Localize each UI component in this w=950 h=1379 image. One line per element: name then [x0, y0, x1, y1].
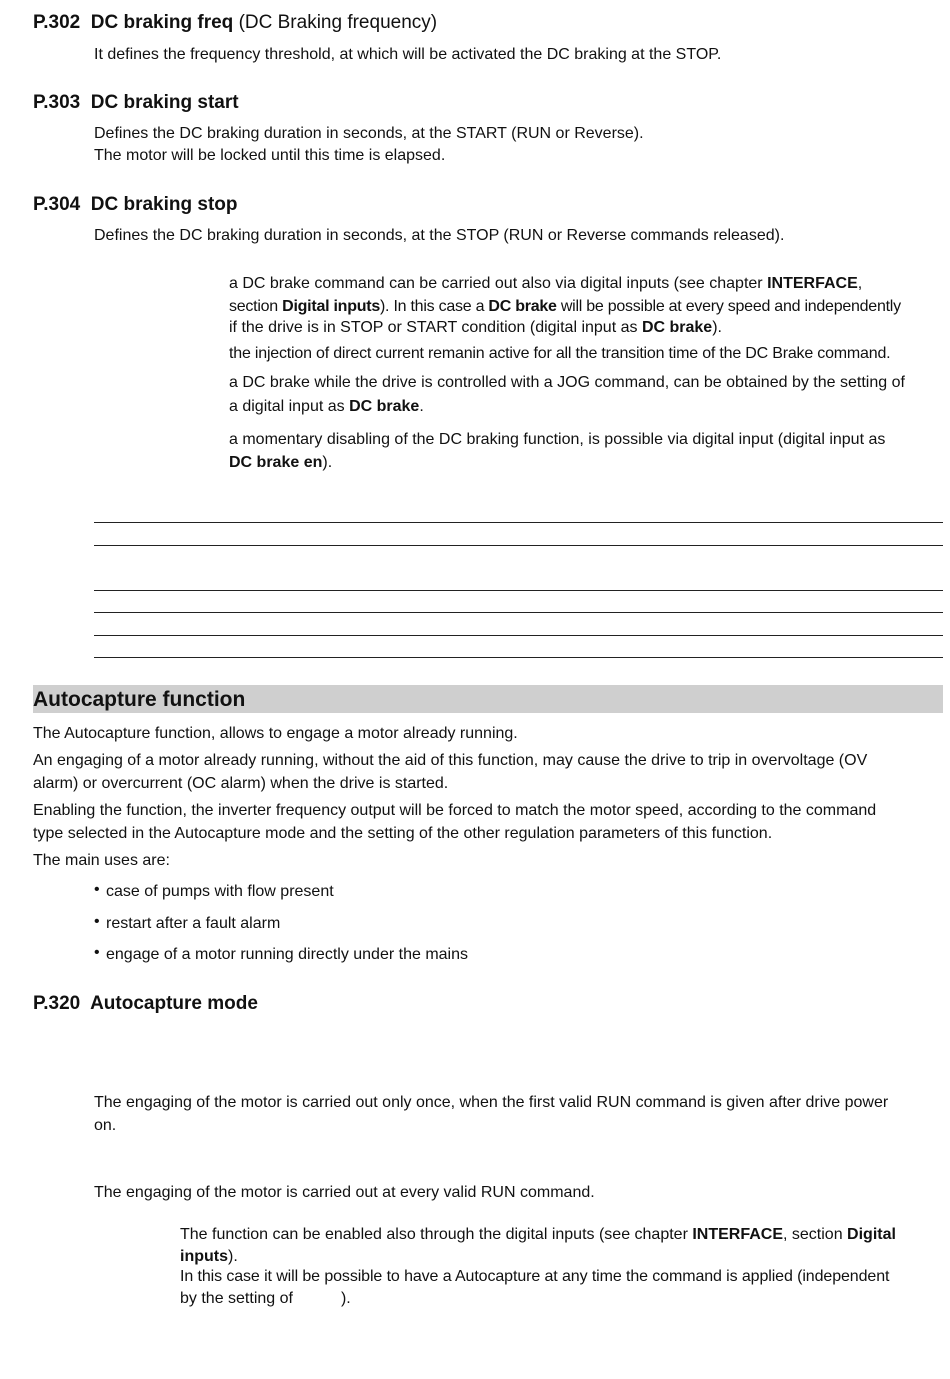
list-item — [94, 910, 280, 935]
p303-heading — [33, 92, 239, 114]
p320-name: Autocapture mode — [90, 993, 258, 1014]
p320-option-1-line-2: on. — [94, 1117, 117, 1134]
note-text: will be possible at every speed and independently — [556, 298, 901, 315]
p304-code: P.304 — [33, 194, 81, 215]
p320-note-line-3: In this case it will be possible to have a Autocapture at any time the command is applied (independent — [180, 1268, 890, 1285]
p302-description: It defines the frequency threshold, at which will be activated the DC braking at the STOP. — [94, 46, 722, 63]
note-text: by the setting of — [180, 1290, 293, 1307]
p304-heading — [33, 194, 238, 216]
note-text: ). — [340, 1290, 351, 1307]
note-text: section — [229, 298, 283, 315]
autocapture-paragraph-3-line-1: Enabling the function, the inverter frequency output will be forced to match the motor speed, according to the command — [33, 802, 877, 819]
autocapture-paragraph-2-line-1: An engaging of a motor already running, without the aid of this function, may cause the drive to trip in overvoltage (OV — [33, 752, 868, 769]
note-bold: INTERFACE — [767, 275, 858, 292]
list-item-text: case of pumps with flow present — [106, 883, 334, 900]
divider-line — [94, 612, 943, 613]
p302-heading — [33, 12, 437, 34]
note-bold: DC brake — [641, 319, 713, 336]
note-3-line-2 — [229, 395, 424, 418]
note-text: ). — [228, 1248, 238, 1265]
divider-line — [94, 590, 943, 591]
p304-description: Defines the DC braking duration in seconds, at the STOP (RUN or Reverse commands released). — [94, 227, 785, 244]
list-item-text: engage of a motor running directly under the mains — [106, 946, 468, 963]
p320-option-1-line-1: The engaging of the motor is carried out only once, when the first valid RUN command is given after drive power — [94, 1094, 889, 1111]
p302-name: DC braking freq — [90, 12, 234, 33]
p320-option-2: The engaging of the motor is carried out at every valid RUN command. — [94, 1184, 595, 1201]
p320-heading — [33, 993, 258, 1015]
p320-note-line-4 — [180, 1287, 351, 1310]
note-text: a digital input as — [229, 398, 350, 415]
p302-alias: (DC Braking frequency) — [238, 12, 438, 33]
note-bold: DC brake — [488, 298, 557, 315]
note-text: ). In this case a — [379, 298, 489, 315]
note-bold: DC brake — [349, 398, 420, 415]
note-1-line-2 — [229, 295, 901, 318]
p303-name: DC braking start — [90, 92, 239, 113]
note-1-line-1 — [229, 272, 862, 295]
p320-code: P.320 — [33, 993, 81, 1014]
p303-description-1: Defines the DC braking duration in seconds, at the START (RUN or Reverse). — [94, 125, 644, 142]
note-text: ). — [712, 319, 722, 336]
autocapture-paragraph-3-line-2: type selected in the Autocapture mode and the setting of the other regulation parameters of this function. — [33, 825, 773, 842]
note-text: The function can be enabled also through the digital inputs (see chapter — [180, 1226, 693, 1243]
note-4-line-2 — [229, 451, 332, 474]
bullet-icon: • — [94, 944, 100, 961]
autocapture-paragraph-1: The Autocapture function, allows to engage a motor already running. — [33, 725, 518, 742]
note-4-line-1: a momentary disabling of the DC braking function, is possible via digital input (digital input as — [229, 431, 886, 448]
list-item-text: restart after a fault alarm — [106, 915, 281, 932]
note-text: , — [857, 275, 863, 292]
divider-line — [94, 657, 943, 658]
note-text: . — [419, 398, 424, 415]
bullet-icon: • — [94, 913, 100, 930]
autocapture-paragraph-2-line-2: alarm) or overcurrent (OC alarm) when the drive is started. — [33, 775, 449, 792]
note-text: ). — [322, 454, 333, 471]
divider-line — [94, 635, 943, 636]
note-bold: INTERFACE — [692, 1226, 784, 1243]
bullet-icon: • — [94, 881, 100, 898]
note-1-line-3 — [229, 316, 722, 339]
p303-description-2: The motor will be locked until this time is elapsed. — [94, 147, 446, 164]
note-text: a DC brake command can be carried out also via digital inputs (see chapter — [229, 275, 768, 292]
note-2: the injection of direct current remanin active for all the transition time of the DC Brake command. — [229, 345, 891, 362]
note-3-line-1: a DC brake while the drive is controlled with a JOG command, can be obtained by the setting of — [229, 374, 905, 391]
list-item — [94, 941, 468, 966]
note-bold: DC brake en — [229, 454, 323, 471]
p302-code: P.302 — [33, 12, 81, 33]
p320-note-line-1 — [180, 1223, 896, 1246]
note-text: , section — [783, 1226, 848, 1243]
p304-name: DC braking stop — [90, 194, 238, 215]
note-bold: Digital inputs — [282, 298, 380, 315]
p303-code: P.303 — [33, 92, 81, 113]
divider-line — [94, 545, 943, 546]
divider-line — [94, 522, 943, 523]
note-text: if the drive is in STOP or START condition (digital input as — [229, 319, 642, 336]
section-title: Autocapture function — [33, 688, 246, 711]
note-bold: inputs — [180, 1248, 228, 1265]
list-item — [94, 878, 334, 903]
note-bold: Digital — [847, 1226, 896, 1243]
uses-intro: The main uses are: — [33, 852, 170, 869]
